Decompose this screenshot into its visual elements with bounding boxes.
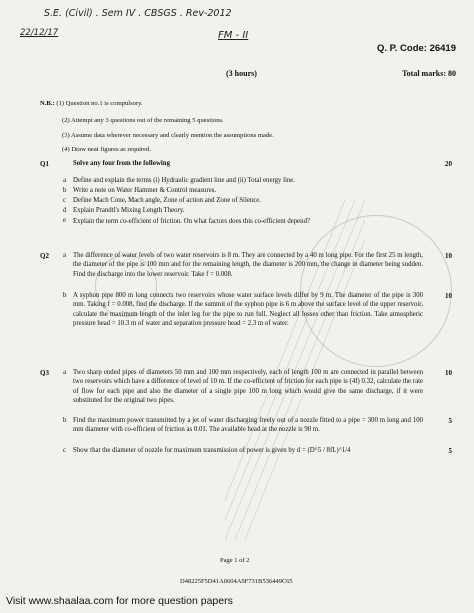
paper-code: D48225F5D41A0604A9F731B536449C65 [180, 578, 293, 585]
question-number: Q1 [40, 160, 49, 168]
sub-question-letter: e [63, 217, 67, 224]
handwritten-course-note: S.E. (Civil) . Sem IV . CBSGS . Rev-2012 [44, 8, 232, 19]
q1-part-c: Define Mach Cone, Mach angle, Zone of action and Zone of Silence. [73, 197, 261, 204]
sub-question-letter: c [63, 447, 67, 454]
instruction-4 [62, 146, 151, 153]
q3-part-c: Show that the diameter of nozzle for maximum transmission of power is given by d = (D^5 / 8fL)^1/4 [73, 447, 351, 454]
q1-part-b: Write a note on Water Hammer & Control measures. [73, 187, 217, 194]
instruction-1 [40, 100, 143, 107]
part-marks: 10 [445, 369, 452, 377]
part-marks: 5 [448, 447, 452, 455]
question-number: Q2 [40, 252, 49, 260]
sub-question-letter: b [63, 187, 67, 194]
q1-part-e: Explain the term co-efficient of friction. On what factors does this co-efficient depend? [73, 218, 310, 225]
q2-part-a: The difference of water levels of two water reservoirs is 8 m. They are connected by a 40 m long pipe. For the first 25 m length, the diameter of the pipe is 100 mm and for the remaining length, the diameter is 200 mm, the change in diameter being sudden. Find the discharge into the lower reservoir. Take f = 0.008. [73, 252, 423, 278]
q3-part-a: Two sharp ended pipes of diameters 50 mm and 100 mm respectively, each of length 100 m are connected in parallel between two reservoirs which have a difference of level of 10 m. If the co-efficient of friction for each pipe is (4f) 0.32, calculate the rate of flow for each pipe and also the diameter of a single pipe 100 m long which would give the same discharge, if it were substituted for the original two pipes. [73, 369, 423, 404]
more-papers-link[interactable]: Visit www.shaalaa.com for more question papers [6, 595, 233, 607]
handwritten-subject: FM - II [218, 30, 249, 41]
part-marks: 10 [445, 292, 452, 300]
instruction-text: (1) Question no.1 is compulsory. [56, 100, 143, 107]
q1-part-a: Define and explain the terms (i) Hydraulic gradient line and (ii) Total energy line. [73, 177, 295, 184]
handwritten-date: 22/12/17 [20, 28, 59, 38]
part-marks: 10 [445, 252, 452, 260]
instruction-3 [62, 132, 274, 139]
instruction-2 [62, 117, 224, 124]
q2-part-b: A syphon pipe 800 m long connects two reservoirs whose water surface levels differ by 9 m. The diameter of the pipe is 300 mm. Taking f = 0.008, find the discharge. If the summit of the syphon pipe is 6 m above the surface level of the upper reservoir, calculate the maximum length of the inlet leg for the pipe to run full. Neglect all losses other than friction. Take atmospheric pressure head = 10.3 m of water and separation pressure head = 2.3 m of water. [73, 292, 423, 327]
sub-question-letter: a [63, 252, 67, 259]
q3-part-b: Find the maximum power transmitted by a jet of water discharging freely out of a nozzle fitted to a pipe = 300 m long and 100 mm diameter with co-efficient of friction as 0.01. The available head at the nozzle is 90 m. [73, 417, 423, 434]
instruction-text: (2) Attempt any 3 questions out of the remaining 5 questions. [62, 117, 224, 124]
total-marks: Total marks: 80 [402, 69, 456, 78]
q1-title: Solve any four from the following [73, 160, 170, 167]
page-number: Page 1 of 2 [220, 557, 250, 564]
instruction-text: (3) Assume data wherever necessary and clearly mention the assumptions made. [62, 132, 274, 139]
part-marks: 5 [448, 417, 452, 425]
sub-question-letter: d [63, 207, 67, 214]
sub-question-letter: c [63, 197, 67, 204]
instruction-text: (4) Draw neat figures as required. [62, 146, 151, 153]
nb-label: N.B.: [40, 100, 55, 107]
sub-question-letter: a [63, 177, 67, 184]
qp-code: Q. P. Code: 26419 [376, 43, 456, 54]
question-marks: 20 [445, 160, 452, 168]
sub-question-letter: a [63, 369, 67, 376]
q1-part-d: Explain Prandtl's Mixing Length Theory. [73, 207, 185, 214]
sub-question-letter: b [63, 417, 67, 424]
question-number: Q3 [40, 369, 49, 377]
sub-question-letter: b [63, 292, 67, 299]
exam-duration: (3 hours) [226, 69, 257, 78]
